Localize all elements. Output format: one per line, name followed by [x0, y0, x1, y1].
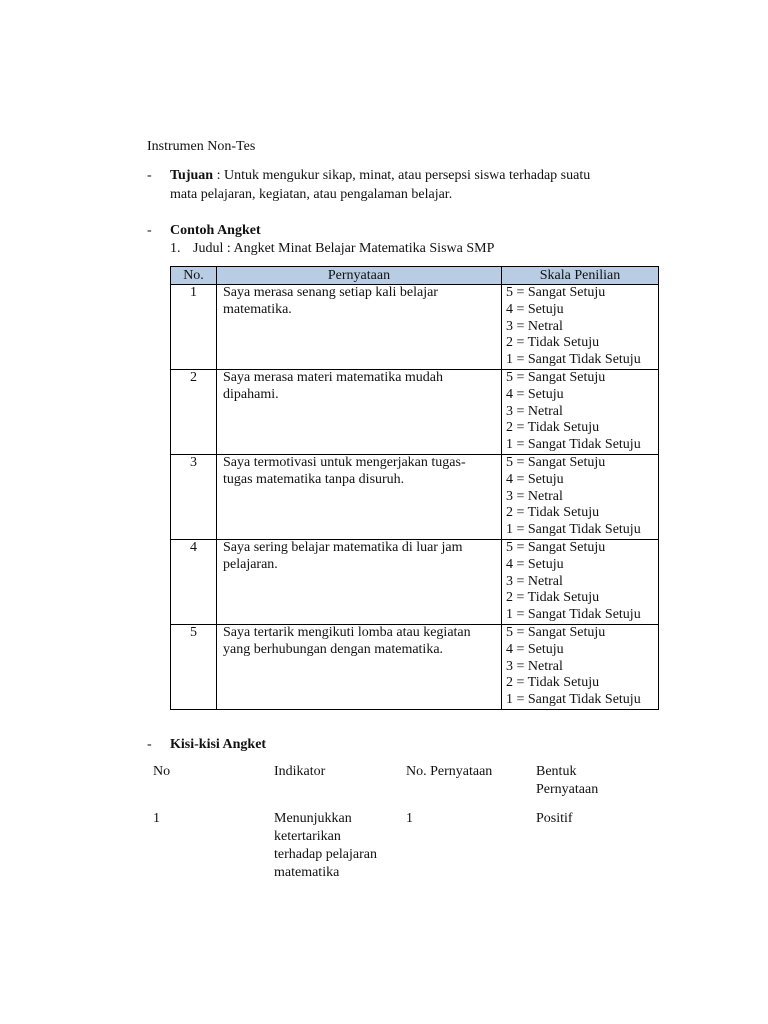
scale-option: 4 = Setuju — [506, 641, 564, 657]
header-skala: Skala Penilian — [502, 267, 659, 285]
row-statement: Saya merasa materi matematika mudah dipahami. — [217, 370, 502, 455]
scale-option: 3 = Netral — [506, 658, 563, 674]
scale-option: 4 = Setuju — [506, 386, 564, 402]
table-row — [171, 285, 659, 370]
kisi-indikator-line: matematika — [274, 865, 340, 880]
tujuan-text: : Untuk mengukur sikap, minat, atau persepsi siswa terhadap suatu — [213, 168, 591, 183]
row-number: 1 — [171, 285, 217, 370]
survey-header-row — [171, 267, 659, 285]
judul-number: 1. — [170, 241, 181, 256]
kisi-row-indikator — [274, 810, 377, 882]
scale-option: 4 = Setuju — [506, 301, 564, 317]
table-row — [171, 370, 659, 455]
kisi-header-indikator: Indikator — [274, 764, 326, 779]
row-number: 2 — [171, 370, 217, 455]
judul-text: Judul : Angket Minat Belajar Matematika Siswa SMP — [193, 241, 495, 256]
tujuan-paragraph-line2: mata pelajaran, kegiatan, atau pengalaman belajar. — [170, 187, 453, 202]
row-scale — [502, 370, 659, 455]
header-no: No. — [171, 267, 217, 285]
row-statement: Saya merasa senang setiap kali belajar matematika. — [217, 285, 502, 370]
header-pernyataan: Pernyataan — [217, 267, 502, 285]
kisi-header-no: No — [153, 764, 171, 779]
tujuan-label: Tujuan — [170, 168, 214, 183]
kisi-header-no-pernyataan: No. Pernyataan — [406, 764, 493, 779]
row-scale — [502, 625, 659, 710]
scale-option: 5 = Sangat Setuju — [506, 625, 606, 640]
kisi-row-no: 1 — [153, 811, 160, 826]
table-row — [171, 455, 659, 540]
scale-option: 2 = Tidak Setuju — [506, 505, 600, 521]
scale-option: 4 = Setuju — [506, 471, 564, 487]
kisi-indikator-line: ketertarikan — [274, 829, 341, 844]
tujuan-paragraph-line1 — [170, 167, 590, 184]
kisi-heading: Kisi-kisi Angket — [170, 737, 267, 752]
row-statement: Saya sering belajar matematika di luar jam pelajaran. — [217, 540, 502, 625]
row-number: 4 — [171, 540, 217, 625]
kisi-indikator-line: Menunjukkan — [274, 811, 352, 826]
contoh-angket-heading: Contoh Angket — [170, 223, 261, 238]
kisi-header-bentuk-line2: Pernyataan — [536, 782, 599, 797]
survey-table — [170, 266, 659, 710]
kisi-indikator-line: terhadap pelajaran — [274, 847, 377, 862]
kisi-header-bentuk — [536, 763, 598, 799]
row-number: 5 — [171, 625, 217, 710]
row-statement: Saya tertarik mengikuti lomba atau kegiatan yang berhubungan dengan matematika. — [217, 625, 502, 710]
scale-option: 1 = Sangat Tidak Setuju — [506, 522, 641, 538]
document-title: Instrumen Non-Tes — [147, 139, 256, 154]
scale-option: 5 = Sangat Setuju — [506, 540, 606, 555]
row-statement: Saya termotivasi untuk mengerjakan tugas-tugas matematika tanpa disuruh. — [217, 455, 502, 540]
scale-option: 5 = Sangat Setuju — [506, 455, 606, 470]
scale-option: 1 = Sangat Tidak Setuju — [506, 437, 641, 453]
scale-option: 3 = Netral — [506, 403, 563, 419]
kisi-header-bentuk-line1: Bentuk — [536, 764, 577, 779]
kisi-row-no-pernyataan: 1 — [406, 811, 413, 826]
scale-option: 1 = Sangat Tidak Setuju — [506, 352, 641, 368]
row-scale — [502, 540, 659, 625]
row-scale — [502, 285, 659, 370]
scale-option: 1 = Sangat Tidak Setuju — [506, 607, 641, 623]
bullet-dash: - — [147, 223, 152, 238]
scale-option: 3 = Netral — [506, 488, 563, 504]
scale-option: 3 = Netral — [506, 573, 563, 589]
row-number: 3 — [171, 455, 217, 540]
table-row — [171, 540, 659, 625]
scale-option: 2 = Tidak Setuju — [506, 675, 600, 691]
table-row — [171, 625, 659, 710]
scale-option: 2 = Tidak Setuju — [506, 590, 600, 606]
scale-option: 3 = Netral — [506, 318, 563, 334]
bullet-dash: - — [147, 168, 152, 183]
scale-option: 2 = Tidak Setuju — [506, 420, 600, 436]
scale-option: 5 = Sangat Setuju — [506, 285, 606, 300]
scale-option: 1 = Sangat Tidak Setuju — [506, 692, 641, 708]
scale-option: 5 = Sangat Setuju — [506, 370, 606, 385]
kisi-row-bentuk: Positif — [536, 811, 573, 826]
row-scale — [502, 455, 659, 540]
scale-option: 4 = Setuju — [506, 556, 564, 572]
scale-option: 2 = Tidak Setuju — [506, 335, 600, 351]
bullet-dash: - — [147, 737, 152, 752]
